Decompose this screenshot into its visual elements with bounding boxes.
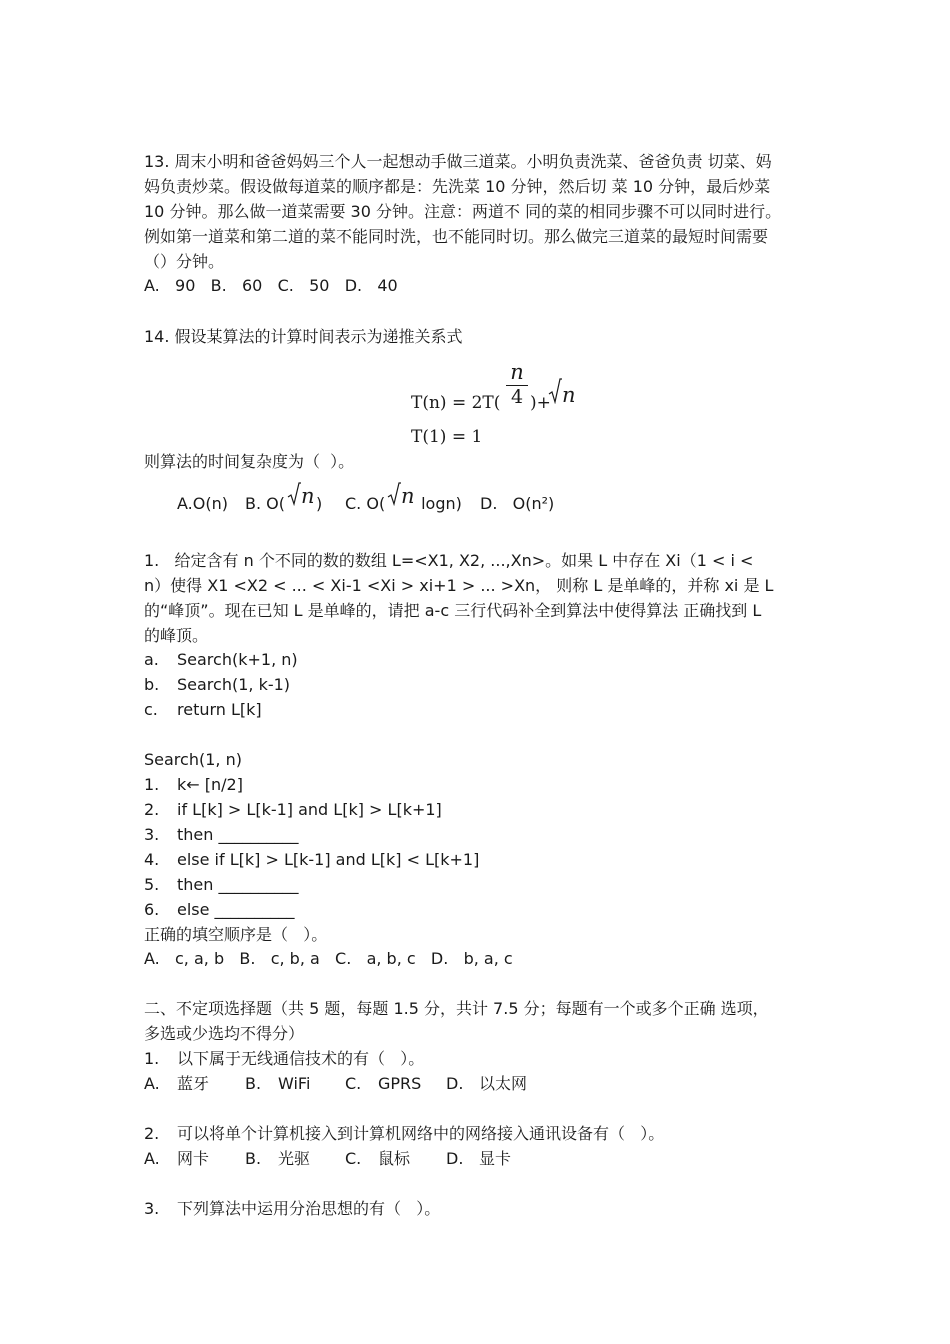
option-label: A. xyxy=(144,1074,160,1093)
q13-line-1: 13. 周末小明和爸爸妈妈三个人一起想动手做三道菜。小明负责洗菜、爸爸负责 切菜、妈 xyxy=(144,152,772,171)
option-text: GPRS xyxy=(378,1074,422,1093)
option-label: C. xyxy=(345,1149,362,1168)
option-text: 蓝牙 xyxy=(177,1074,210,1093)
q14-option-b-arg: n xyxy=(301,484,315,508)
q14-option-d: D. O(n²) xyxy=(480,494,555,513)
s2-q2-text: 可以将单个计算机接入到计算机网络中的网络接入通讯设备有（ ）。 xyxy=(177,1124,665,1143)
sqrt-icon xyxy=(548,378,562,404)
code-line-text: if L[k] > L[k-1] and L[k] > L[k+1] xyxy=(177,800,442,819)
section2-header-1: 二、不定项选择题（共 5 题，每题 1.5 分，共计 7.5 分；每题有一个或多个正确 选项， xyxy=(144,999,769,1018)
choice-text-b: Search(1, k-1) xyxy=(177,675,291,694)
q14-option-c-pre: C. O( xyxy=(345,494,386,513)
code-line-label: 6. xyxy=(144,900,160,919)
option-label: C. xyxy=(345,1074,362,1093)
s2-q3-label: 3. xyxy=(144,1199,160,1218)
q14-title: 14. 假设某算法的计算时间表示为递推关系式 xyxy=(144,327,463,346)
section2-header-2: 多选或少选均不得分） xyxy=(144,1024,305,1043)
choice-label-a: a. xyxy=(144,650,159,669)
q1-line-2: n）使得 X1 <X2 < ... < Xi-1 <Xi > xi+1 > ... >Xn， 则称 L 是单峰的，并称 xi 是 L xyxy=(144,576,774,595)
s2-q2-label: 2. xyxy=(144,1124,160,1143)
option-text: 光驱 xyxy=(278,1149,311,1168)
code-title: Search(1, n) xyxy=(144,750,242,769)
option-text: 网卡 xyxy=(177,1149,210,1168)
option-text: 鼠标 xyxy=(378,1149,411,1168)
code-line-text: else __________ xyxy=(177,900,295,919)
q14-option-b-pre: B. O( xyxy=(245,494,285,513)
choice-label-c: c. xyxy=(144,700,158,719)
q13-line-2: 妈负责炒菜。假设做每道菜的顺序都是：先洗菜 10 分钟，然后切 菜 10 分钟，最后炒菜 xyxy=(144,177,771,196)
q14-option-c-arg: n xyxy=(401,484,415,508)
eq1-frac-numerator: n xyxy=(510,360,524,384)
q14-option-c-post: logn) xyxy=(416,494,462,513)
sqrt-icon xyxy=(287,482,301,506)
q1-line-4: 的峰顶。 xyxy=(144,626,209,645)
code-line-label: 2. xyxy=(144,800,160,819)
option-label: D. xyxy=(446,1074,464,1093)
eq1-sqrt-arg: n xyxy=(562,383,576,407)
q14-option-a: A.O(n) xyxy=(177,494,228,513)
s2-q1-text: 以下属于无线通信技术的有（ ）。 xyxy=(177,1049,425,1068)
sqrt-icon xyxy=(387,482,401,506)
option-label: B. xyxy=(245,1074,262,1093)
code-line-label: 4. xyxy=(144,850,160,869)
option-label: A. xyxy=(144,1149,160,1168)
option-label: D. xyxy=(446,1149,464,1168)
choice-label-b: b. xyxy=(144,675,160,694)
eq1-frac-denominator: 4 xyxy=(510,386,524,408)
s2-q1-label: 1. xyxy=(144,1049,160,1068)
option-label: B. xyxy=(245,1149,262,1168)
q13-line-4: 例如第一道菜和第二道的菜不能同时洗，也不能同时切。那么做完三道菜的最短时间需要 xyxy=(144,227,769,246)
code-line-label: 5. xyxy=(144,875,160,894)
code-line-label: 1. xyxy=(144,775,160,794)
q14-equation-2: T(1) = 1 xyxy=(411,427,483,447)
code-line-text: k← [n/2] xyxy=(177,775,243,794)
q13-line-3: 10 分钟。那么做一道菜需要 30 分钟。注意：两道不 同的菜的相同步骤不可以同时进行。 xyxy=(144,202,782,221)
q14-ask: 则算法的时间复杂度为（ ）。 xyxy=(144,452,355,471)
choice-text-a: Search(k+1, n) xyxy=(177,650,298,669)
code-line-text: then __________ xyxy=(177,875,299,894)
q13-line-5: （）分钟。 xyxy=(144,252,225,271)
q1-ask: 正确的填空顺序是（ ）。 xyxy=(144,925,328,944)
q1-line-3: 的“峰顶”。现在已知 L 是单峰的，请把 a-c 三行代码补全到算法中使得算法 正确找到 L xyxy=(144,601,762,620)
eq1-mid: )+ xyxy=(530,393,551,413)
q1-options: A. c, a, b B. c, b, a C. a, b, c D. b, a, c xyxy=(144,949,513,968)
code-line-label: 3. xyxy=(144,825,160,844)
q13-options: A. 90 B. 60 C. 50 D. 40 xyxy=(144,276,398,295)
option-text: WiFi xyxy=(278,1074,311,1093)
eq1-fraction xyxy=(504,360,530,408)
choice-text-c: return L[k] xyxy=(177,700,262,719)
code-line-text: else if L[k] > L[k-1] and L[k] < L[k+1] xyxy=(177,850,480,869)
eq1-lhs: T(n) = 2T( xyxy=(411,393,501,413)
s2-q3-text: 下列算法中运用分治思想的有（ ）。 xyxy=(177,1199,441,1218)
q14-option-b-post: ) xyxy=(316,494,323,513)
q1-line-1: 1. 给定含有 n 个不同的数的数组 L=<X1, X2, ...,Xn>。如果 L 中存在 Xi（1 < i < xyxy=(144,551,754,570)
code-line-text: then __________ xyxy=(177,825,299,844)
option-text: 显卡 xyxy=(479,1149,512,1168)
option-text: 以太网 xyxy=(479,1074,528,1093)
